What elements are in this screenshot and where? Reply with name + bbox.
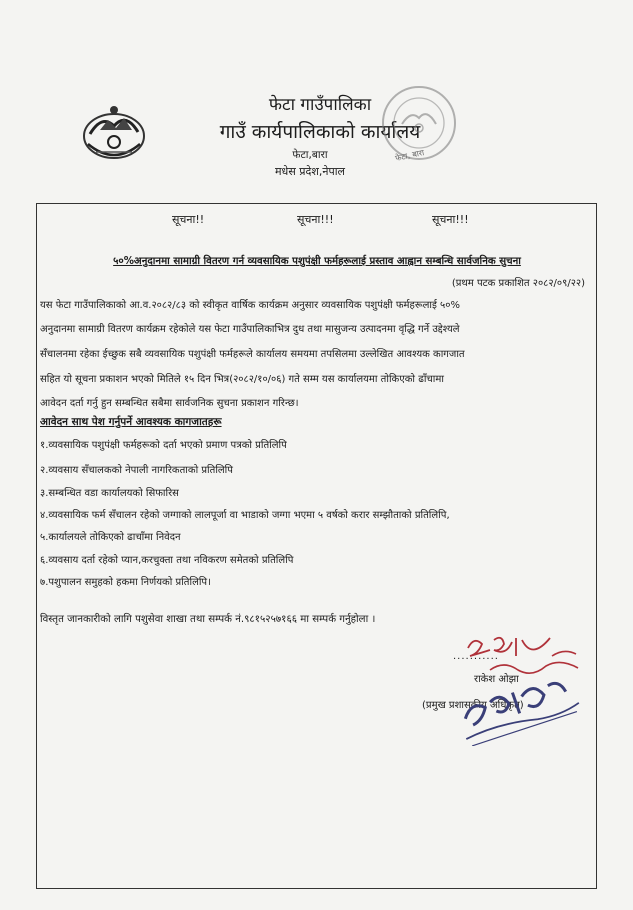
body-line: सहित यो सूचना प्रकाशन भएको मितिले १५ दिन भित्र(२०८२/१०/०६) गते सम्म यस कार्यालयमा तोकिएको ढाँचामा	[40, 374, 444, 385]
body-line: आवेदन दर्ता गर्नु हुन सम्बन्धित सबैमा सार्वजनिक सुचना प्रकाशन गरिन्छ।	[40, 398, 299, 409]
body-line: सँचालनमा रहेका ईच्छुक सबै व्यवसायिक पशुपंक्षी फर्महरूले कार्यालय समयमा तपसिलमा उल्लेखित आवश्यक कागजात	[40, 349, 465, 360]
document-item: ३.सम्बन्धित वडा कार्यालयको सिफारिस	[40, 488, 179, 499]
body-line: यस फेटा गाउँपालिकाको आ.व.२०८२/८३ को स्वीकृत वार्षिक कार्यक्रम अनुसार व्यवसायिक पशुपंक्षी फर्महरूलाई ५०%	[40, 300, 460, 311]
signature-dots: ...........	[453, 651, 499, 662]
documents-heading: आवेदन साथ पेश गर्नुपर्ने आवश्यक कागजातहरू	[40, 416, 222, 428]
publication-info: (प्रथम पटक प्रकाशित २०८२/०९/२२)	[451, 278, 585, 289]
signature-stamp	[435, 676, 600, 746]
document-item: ४.व्यवसायिक फर्म सँचालन रहेको जग्गाको लालपूर्जा वा भाडाको जग्गा भएमा ५ वर्षको करार सम्झौताको प्रतिलिपि,	[40, 510, 450, 521]
notice-label: सूचना!!!	[297, 213, 334, 226]
office-name: गाउँ कार्यपालिकाको कार्यालय	[219, 121, 421, 143]
contact-line: विस्तृत जानकारीको लागि पशुसेवा शाखा तथा सम्पर्क नं.९८१५२५७१६६ मा सम्पर्क गर्नुहोला ।	[40, 614, 376, 625]
document-item: ७.पशुपालन समुहको हकमा निर्णयको प्रतिलिपि।	[40, 577, 211, 588]
document-item: २.व्यवसाय सँचालकको नेपाली नागरिकताको प्रतिलिपि	[40, 465, 233, 476]
signatory-name: राकेश ओझा	[474, 674, 519, 685]
body-line: अनुदानमा सामाग्री वितरण कार्यक्रम रहेकोले यस फेटा गाउँपालिकाभित्र दुध तथा मासुजन्य उत्पादनमा वृद्धि गर्ने उद्देश्यले	[40, 324, 460, 335]
document-item: ५.कार्यालयले तोकिएको ढाचाँमा निवेदन	[40, 532, 181, 543]
notice-label: सूचना!!!	[432, 213, 469, 226]
document-item: १.व्यवसायिक पशुपंक्षी फर्महरूको दर्ता भएको प्रमाण पत्रको प्रतिलिपि	[40, 440, 287, 451]
seal-text: फेटा, बारा	[394, 148, 425, 163]
nepal-emblem-icon	[78, 96, 150, 168]
signatory-title: (प्रमुख प्रशासकीय अधिकृत)	[422, 700, 524, 711]
office-place: फेटा,बारा	[292, 149, 328, 161]
office-province: मधेस प्रदेश,नेपाल	[274, 165, 345, 178]
notice-subject: ५०%अनुदानमा सामाग्री वितरण गर्न व्यवसायिक पशुपंक्षी फर्महरूलाई प्रस्ताव आह्वान सम्बन्धि सार्वजनिक सुचना	[113, 256, 521, 267]
notice-label: सूचना!!	[172, 213, 205, 226]
org-name: फेटा गाउँपालिका	[268, 95, 372, 115]
document-item: ६.व्यवसाय दर्ता रहेको प्यान,करचुक्ता तथा नविकरण समेतको प्रतिलिपि	[40, 555, 294, 566]
